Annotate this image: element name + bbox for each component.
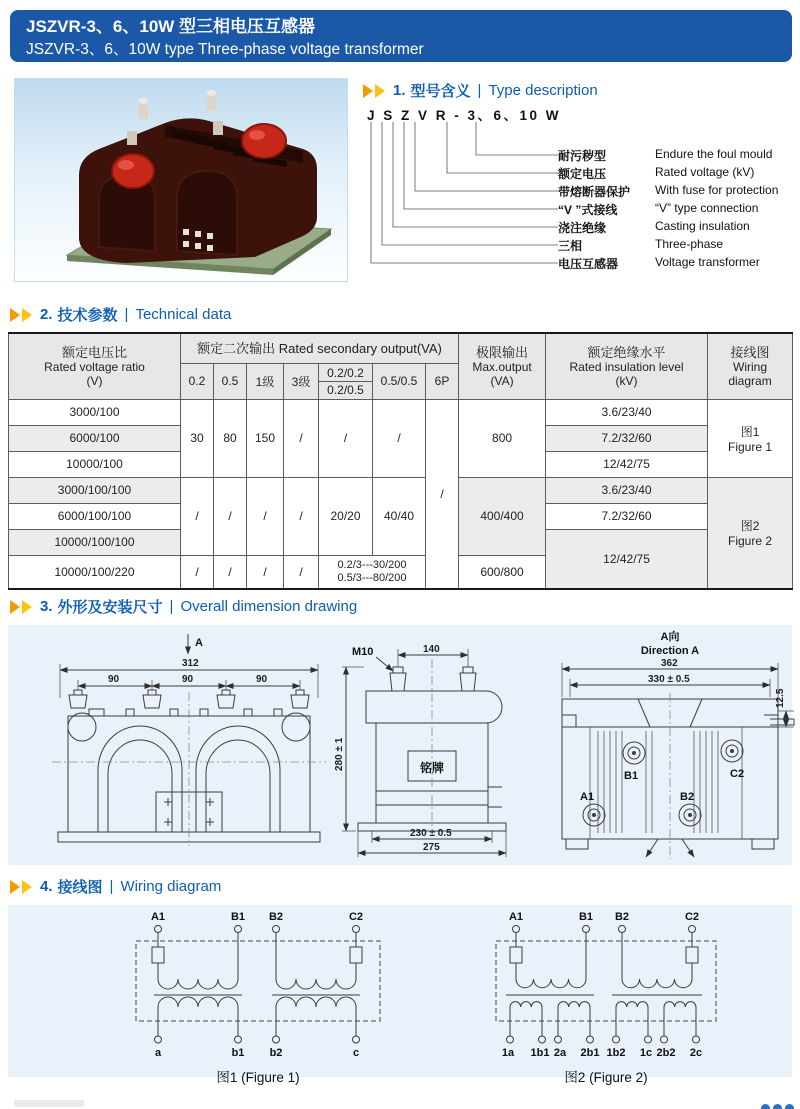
section-title-en: Wiring diagram [120, 878, 222, 895]
type-desc-zh: 额定电压 [558, 167, 607, 181]
svg-text:A1: A1 [580, 791, 595, 803]
section-4-title [10, 876, 221, 897]
col-header-ratio: 额定电压比 Rated voltage ratio (V) [9, 333, 181, 399]
svg-text:B1: B1 [624, 770, 639, 782]
svg-text:330 ± 0.5: 330 ± 0.5 [648, 674, 690, 685]
section-2-title [10, 304, 231, 325]
section-title-en: Technical data [135, 306, 232, 323]
pipe-separator: | [124, 306, 129, 323]
section-arrow-icon [22, 600, 32, 614]
cell-wiring-figure: 图2 Figure 2 [708, 477, 793, 589]
subcol-6p: 6P [426, 363, 459, 399]
cell-ratio: 6000/100 [9, 425, 181, 451]
type-desc-zh: 带熔断器保护 [558, 185, 631, 199]
cell-ratio: 10000/100/220 [9, 555, 181, 589]
section-number: 4. [40, 878, 53, 895]
section-arrow-icon [363, 84, 373, 98]
svg-text:1b2: 1b2 [606, 1047, 626, 1059]
section-1-title [363, 80, 598, 101]
section-3-title [10, 596, 357, 617]
cell-max-output: 800 [459, 399, 546, 477]
table-row: 3000/100 30 80 150 / / / / 800 3.6/23/40 图1 Figure 1 [9, 399, 793, 425]
subcol-0p2: 0.2 [181, 363, 214, 399]
svg-text:B1: B1 [230, 911, 246, 923]
wiring-figure-1 [108, 909, 408, 1086]
svg-text:90: 90 [256, 674, 268, 685]
cell-insulation: 7.2/32/60 [546, 503, 708, 529]
section-arrow-icon [10, 600, 20, 614]
svg-text:c: c [352, 1047, 360, 1059]
col-header-wiring: 接线图 Wiring diagram [708, 333, 793, 399]
svg-text:280 ± 1: 280 ± 1 [334, 737, 345, 771]
svg-text:铭牌: 铭牌 [419, 761, 445, 775]
svg-text:275: 275 [423, 842, 440, 853]
svg-text:2b1: 2b1 [580, 1047, 600, 1059]
cell-max-output: 600/800 [459, 555, 546, 589]
cell-max-output: 400/400 [459, 477, 546, 555]
cell-insulation: 3.6/23/40 [546, 477, 708, 503]
type-desc-zh: 耐污秽型 [558, 149, 607, 163]
type-desc-en: With fuse for protection [655, 183, 779, 197]
page-title-zh: JSZVR-3、6、10W 型三相电压互感器 [26, 17, 316, 36]
svg-text:12.5: 12.5 [775, 688, 786, 708]
svg-text:B2: B2 [680, 791, 695, 803]
section-title-zh: 技术参数 [57, 307, 118, 324]
model-breakdown-diagram [368, 122, 568, 272]
svg-text:a: a [154, 1047, 162, 1059]
svg-text:2b2: 2b2 [656, 1047, 676, 1059]
cell-wiring-figure: 图1 Figure 1 [708, 399, 793, 477]
technical-data-table [8, 332, 792, 590]
svg-text:1a: 1a [501, 1047, 515, 1059]
type-desc-zh: 三相 [558, 239, 583, 253]
side-view-drawing [330, 639, 530, 861]
section-arrow-icon [22, 880, 32, 894]
wiring-diagram-panel [8, 905, 792, 1085]
subcol-0p5-0p5: 0.5/0.5 [373, 363, 426, 399]
product-photo-panel [14, 78, 348, 282]
cell-ratio: 6000/100/100 [9, 503, 181, 529]
svg-text:B1: B1 [578, 911, 594, 923]
svg-text:C2: C2 [684, 911, 700, 923]
svg-text:90: 90 [182, 674, 194, 685]
cell-ratio: 3000/100 [9, 399, 181, 425]
svg-text:90: 90 [108, 674, 120, 685]
model-code: J S Z V R - 3、6、10 W [367, 108, 562, 123]
section-arrow-icon [10, 880, 20, 894]
subcol-class3: 3级 [284, 363, 319, 399]
type-desc-row [558, 201, 796, 218]
type-desc-en: Rated voltage (kV) [655, 165, 755, 179]
direction-a-drawing [542, 627, 798, 863]
section-number: 3. [40, 598, 53, 615]
col-header-secondary-output: 额定二次输出 Rated secondary output(VA) [181, 333, 459, 363]
cell-dual-output: 0.2/3---30/200 0.5/3---80/200 [319, 555, 426, 589]
type-desc-row [558, 165, 796, 182]
front-view-drawing [38, 630, 328, 862]
page-title-en: JSZVR-3、6、10W type Three-phase voltage transformer [26, 41, 424, 58]
type-desc-row [558, 255, 796, 272]
type-desc-en: Endure the foul mould [655, 147, 773, 161]
pipe-separator: | [169, 598, 174, 615]
svg-text:2a: 2a [553, 1047, 567, 1059]
svg-text:230 ± 0.5: 230 ± 0.5 [410, 828, 452, 839]
svg-text:C2: C2 [348, 911, 364, 923]
header-bar [10, 10, 792, 62]
footer-watermark [14, 1100, 84, 1107]
dimension-drawing-panel [8, 625, 792, 865]
cell-ratio: 3000/100/100 [9, 477, 181, 503]
cell-ratio: 10000/100 [9, 451, 181, 477]
subcol-class1: 1级 [247, 363, 284, 399]
subcol-dual-accuracy: 0.2/0.2 0.2/0.5 [319, 363, 373, 399]
section-title-en: Overall dimension drawing [180, 598, 358, 615]
type-desc-en: Voltage transformer [655, 255, 760, 269]
section-title-zh: 型号含义 [410, 83, 471, 100]
cell-insulation: 7.2/32/60 [546, 425, 708, 451]
section-title-zh: 外形及安装尺寸 [57, 599, 163, 616]
cell-ratio: 10000/100/100 [9, 529, 181, 555]
type-desc-row [558, 183, 796, 200]
figure-caption: 图2 (Figure 2) [564, 1070, 648, 1085]
section-arrow-icon [375, 84, 385, 98]
type-desc-zh: 电压互感器 [558, 257, 619, 271]
svg-text:b1: b1 [231, 1047, 245, 1059]
section-arrow-icon [22, 308, 32, 322]
svg-text:312: 312 [182, 658, 199, 669]
footer-page-dots [761, 1104, 794, 1109]
subcol-0p5: 0.5 [214, 363, 247, 399]
type-desc-en: Three-phase [655, 237, 724, 251]
type-desc-en: Casting insulation [655, 219, 750, 233]
svg-text:1c: 1c [639, 1047, 653, 1059]
cell-insulation: 12/42/75 [546, 451, 708, 477]
svg-text:140: 140 [423, 644, 440, 655]
svg-text:b2: b2 [269, 1047, 283, 1059]
type-desc-zh: 浇注绝缘 [558, 221, 607, 235]
cell-insulation: 3.6/23/40 [546, 399, 708, 425]
col-header-insulation: 额定绝缘水平 Rated insulation level (kV) [546, 333, 708, 399]
svg-text:2c: 2c [689, 1047, 703, 1059]
table-row: 10000/100/220 / / / / 0.2/3---30/200 0.5/3---80/200 600/800 [9, 555, 793, 589]
svg-text:C2: C2 [730, 768, 745, 780]
svg-text:Direction A: Direction A [640, 645, 700, 657]
type-desc-row [558, 147, 796, 164]
svg-text:A: A [195, 637, 203, 649]
table-row: 3000/100/100 / / / / 20/20 40/40 400/400 3.6/23/40 图2 Figure 2 [9, 477, 793, 503]
type-desc-row [558, 237, 796, 254]
product-photo [15, 79, 347, 281]
cell-6p: / [426, 399, 459, 589]
cell-insulation: 12/42/75 [546, 529, 708, 589]
section-number: 2. [40, 306, 53, 323]
svg-text:B2: B2 [614, 911, 630, 923]
figure-caption: 图1 (Figure 1) [216, 1070, 300, 1085]
svg-text:A1: A1 [508, 911, 524, 923]
col-header-max-output: 极限输出 Max.output (VA) [459, 333, 546, 399]
svg-text:B2: B2 [268, 911, 284, 923]
wiring-figure-2 [476, 909, 736, 1086]
svg-text:M10: M10 [352, 646, 374, 658]
svg-text:362: 362 [661, 658, 678, 669]
section-arrow-icon [10, 308, 20, 322]
type-desc-en: “V” type connection [655, 201, 759, 215]
section-number: 1. [393, 82, 406, 99]
section-title-zh: 接线图 [57, 879, 103, 896]
svg-text:1b1: 1b1 [530, 1047, 550, 1059]
type-desc-zh: “V ”式接线 [558, 203, 618, 217]
svg-text:A向: A向 [660, 631, 680, 643]
section-title-en: Type description [488, 82, 598, 99]
pipe-separator: | [109, 878, 114, 895]
type-desc-row [558, 219, 796, 236]
svg-text:A1: A1 [150, 911, 166, 923]
pipe-separator: | [477, 82, 482, 99]
